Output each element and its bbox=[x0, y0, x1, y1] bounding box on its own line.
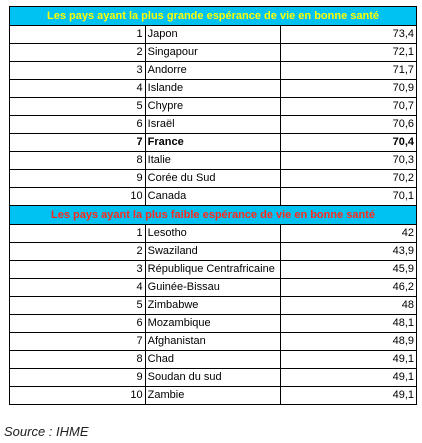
rank-cell: 10 bbox=[10, 387, 146, 405]
table-row bbox=[10, 279, 417, 297]
country-cell: Japon bbox=[145, 26, 281, 44]
country-cell: Afghanistan bbox=[145, 333, 281, 351]
value-cell: 49,1 bbox=[281, 387, 417, 405]
country-cell: République Centrafricaine bbox=[145, 261, 281, 279]
country-cell: France bbox=[145, 134, 281, 152]
table-row bbox=[10, 152, 417, 170]
value-cell: 42 bbox=[281, 225, 417, 243]
rank-cell: 6 bbox=[10, 116, 146, 134]
bottom-section-header-row bbox=[10, 206, 417, 225]
rank-cell: 1 bbox=[10, 26, 146, 44]
country-cell: Zambie bbox=[145, 387, 281, 405]
country-cell: Mozambique bbox=[145, 315, 281, 333]
table-row bbox=[10, 26, 417, 44]
rank-cell: 9 bbox=[10, 369, 146, 387]
value-cell: 46,2 bbox=[281, 279, 417, 297]
country-cell: Lesotho bbox=[145, 225, 281, 243]
table-row bbox=[10, 351, 417, 369]
country-cell: Andorre bbox=[145, 62, 281, 80]
table-body bbox=[10, 7, 417, 405]
rank-cell: 3 bbox=[10, 261, 146, 279]
value-cell: 43,9 bbox=[281, 243, 417, 261]
value-cell: 70,1 bbox=[281, 188, 417, 206]
country-cell: Chypre bbox=[145, 98, 281, 116]
country-cell: Zimbabwe bbox=[145, 297, 281, 315]
value-cell: 70,2 bbox=[281, 170, 417, 188]
rank-cell: 3 bbox=[10, 62, 146, 80]
table-row bbox=[10, 225, 417, 243]
value-cell: 72,1 bbox=[281, 44, 417, 62]
rank-cell: 6 bbox=[10, 315, 146, 333]
rank-cell: 5 bbox=[10, 297, 146, 315]
table-row bbox=[10, 62, 417, 80]
value-cell: 70,4 bbox=[281, 134, 417, 152]
table-row bbox=[10, 315, 417, 333]
country-cell: Singapour bbox=[145, 44, 281, 62]
rank-cell: 2 bbox=[10, 243, 146, 261]
value-cell: 70,9 bbox=[281, 80, 417, 98]
value-cell: 73,4 bbox=[281, 26, 417, 44]
value-cell: 71,7 bbox=[281, 62, 417, 80]
life-expectancy-table-container bbox=[9, 6, 417, 405]
table-row bbox=[10, 243, 417, 261]
rank-cell: 1 bbox=[10, 225, 146, 243]
country-cell: Soudan du sud bbox=[145, 369, 281, 387]
rank-cell: 7 bbox=[10, 134, 146, 152]
table-row bbox=[10, 134, 417, 152]
value-cell: 48,1 bbox=[281, 315, 417, 333]
country-cell: Guinée-Bissau bbox=[145, 279, 281, 297]
rank-cell: 7 bbox=[10, 333, 146, 351]
rank-cell: 2 bbox=[10, 44, 146, 62]
value-cell: 70,3 bbox=[281, 152, 417, 170]
rank-cell: 8 bbox=[10, 152, 146, 170]
country-cell: Canada bbox=[145, 188, 281, 206]
country-cell: Chad bbox=[145, 351, 281, 369]
top-section-header-row bbox=[10, 7, 417, 26]
country-cell: Corée du Sud bbox=[145, 170, 281, 188]
country-cell: Italie bbox=[145, 152, 281, 170]
rank-cell: 4 bbox=[10, 279, 146, 297]
life-expectancy-table bbox=[9, 6, 417, 405]
table-row bbox=[10, 80, 417, 98]
table-row bbox=[10, 98, 417, 116]
value-cell: 48,9 bbox=[281, 333, 417, 351]
table-row bbox=[10, 188, 417, 206]
table-row bbox=[10, 170, 417, 188]
rank-cell: 4 bbox=[10, 80, 146, 98]
table-row bbox=[10, 387, 417, 405]
value-cell: 70,6 bbox=[281, 116, 417, 134]
bottom-section-title: Les pays ayant la plus faible espérance de vie en bonne santé bbox=[10, 206, 417, 225]
table-row bbox=[10, 44, 417, 62]
rank-cell: 9 bbox=[10, 170, 146, 188]
table-row bbox=[10, 116, 417, 134]
rank-cell: 5 bbox=[10, 98, 146, 116]
value-cell: 49,1 bbox=[281, 369, 417, 387]
value-cell: 48 bbox=[281, 297, 417, 315]
table-row bbox=[10, 297, 417, 315]
rank-cell: 8 bbox=[10, 351, 146, 369]
country-cell: Swaziland bbox=[145, 243, 281, 261]
top-section-title: Les pays ayant la plus grande espérance de vie en bonne santé bbox=[10, 7, 417, 26]
source-caption: Source : IHME bbox=[4, 424, 89, 439]
value-cell: 70,7 bbox=[281, 98, 417, 116]
table-row bbox=[10, 261, 417, 279]
country-cell: Islande bbox=[145, 80, 281, 98]
table-row bbox=[10, 333, 417, 351]
table-row bbox=[10, 369, 417, 387]
value-cell: 45,9 bbox=[281, 261, 417, 279]
rank-cell: 10 bbox=[10, 188, 146, 206]
country-cell: Israël bbox=[145, 116, 281, 134]
value-cell: 49,1 bbox=[281, 351, 417, 369]
